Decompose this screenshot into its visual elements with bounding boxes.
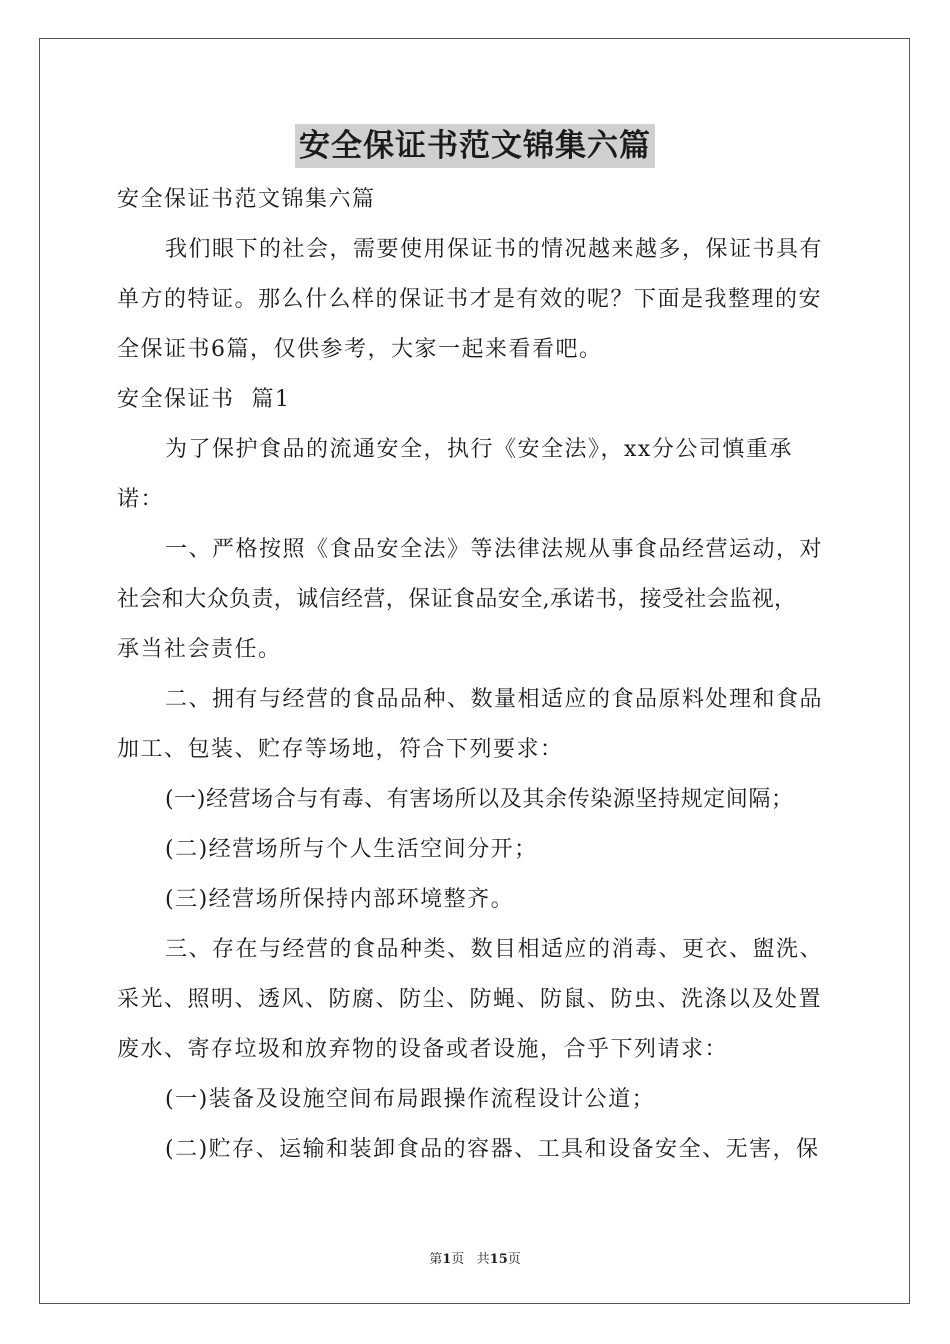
list-item: (二)经营场所与个人生活空间分开； — [165, 837, 538, 862]
paragraph-line: 废水、寄存垃圾和放弃物的设备或者设施，合乎下列请求： — [117, 1037, 729, 1062]
paragraph-line: 为了保护食品的流通安全，执行《安全法》，xx分公司慎重承 — [165, 437, 793, 462]
paragraph-line: 社会和大众负责，诚信经营，保证食品安全,承诺书，接受社会监视， — [117, 587, 797, 612]
paragraph-line: 单方的特证。那么什么样的保证书才是有效的呢？下面是我整理的安 — [117, 287, 823, 312]
paragraph-line: 二、拥有与经营的食品品种、数量相适应的食品原料处理和食品 — [165, 687, 824, 712]
list-item: (三)经营场所保持内部环境整齐。 — [165, 887, 515, 912]
list-item: (一)经营场合与有毒、有害场所以及其余传染源坚持规定间隔； — [165, 787, 794, 812]
title-container — [0, 124, 950, 168]
footer-prefix: 第 — [429, 1252, 443, 1267]
paragraph-line: 诺： — [117, 487, 165, 512]
paragraph-line: 三、存在与经营的食品种类、数目相适应的消毒、更衣、盥洗、 — [165, 937, 824, 962]
paragraph-line: 全保证书6篇，仅供参考，大家一起来看看吧。 — [117, 337, 603, 362]
footer-suffix: 页 — [507, 1252, 521, 1267]
paragraph-line: 加工、包装、贮存等场地，符合下列要求： — [117, 737, 564, 762]
paragraph-line: 我们眼下的社会，需要使用保证书的情况越来越多，保证书具有 — [165, 237, 824, 262]
paragraph-line: 采光、照明、透风、防腐、防尘、防蝇、防鼠、防虫、洗涤以及处置 — [117, 987, 823, 1012]
footer-middle: 页 共 — [451, 1252, 490, 1267]
document-title: 安全保证书范文锦集六篇 — [295, 124, 655, 168]
list-item: (二)贮存、运输和装卸食品的容器、工具和设备安全、无害，保 — [165, 1137, 820, 1162]
footer-total-pages: 15 — [489, 1252, 508, 1267]
list-item: (一)装备及设施空间布局跟操作流程设计公道； — [165, 1087, 656, 1112]
document-subtitle: 安全保证书范文锦集六篇 — [117, 187, 376, 212]
section-heading: 安全保证书 篇1 — [117, 387, 291, 412]
document-body — [117, 180, 835, 1180]
page-footer — [0, 1248, 950, 1267]
footer-page-number: 1 — [442, 1252, 452, 1267]
paragraph-line: 一、严格按照《食品安全法》等法律法规从事食品经营运动，对 — [165, 537, 824, 562]
paragraph-line: 承当社会责任。 — [117, 637, 282, 662]
